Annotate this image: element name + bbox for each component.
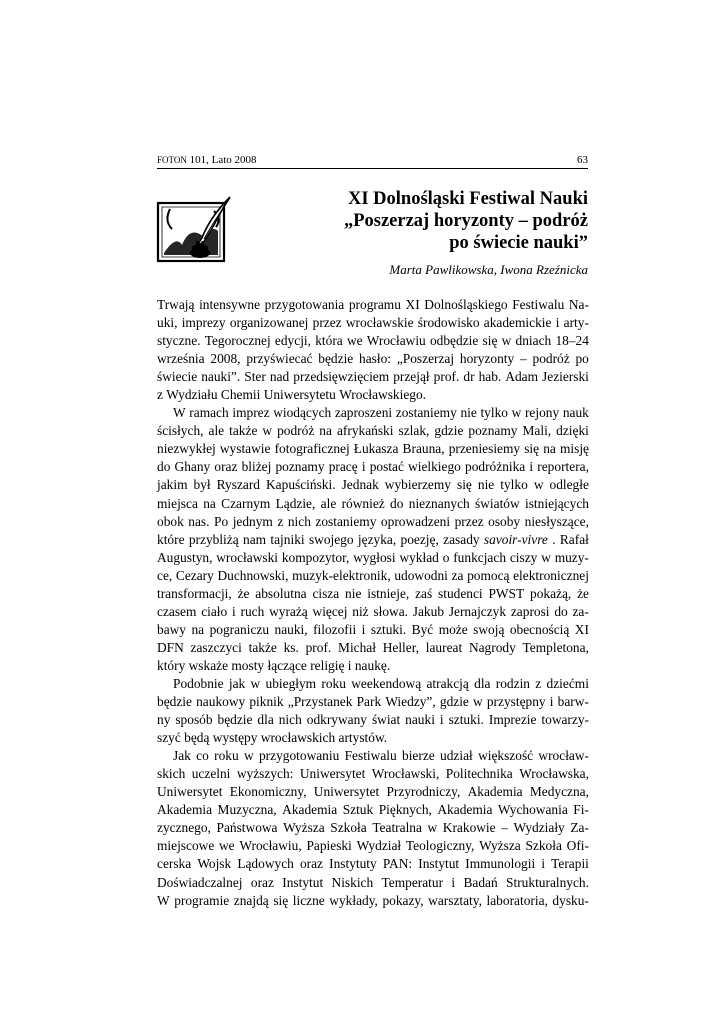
body-text-line: czasem ciało i ruch wyrażą więcej niż słowa. Jakub Jernajczyk zaprosi do za-	[157, 603, 589, 619]
body-text-line: który wskaże mosty łączące religię i naukę.	[157, 657, 391, 673]
body-text-line: bawy na pograniczu nauki, filozofii i sztuki. Być może swoją obecnością XI	[157, 621, 589, 637]
body-text-line: będzie naukowy piknik „Przystanek Park Wiedzy”, gdzie w przystępny i barw-	[157, 694, 589, 710]
body-text-line: Jak co roku w przygotowaniu Festiwalu bierze udział większość wrocław-	[173, 748, 589, 764]
body-text-line: transformacji, że absolutna cisza nie istnieje, zaś studenci PWST pokażą, że	[157, 585, 589, 601]
body-text-line: Trwają intensywne przygotowania programu XI Dolnośląskiego Festiwalu Na-	[157, 297, 589, 312]
body-text-line: uki, imprezy organizowanej przez wrocławskie środowisko akademickie i arty-	[157, 315, 589, 331]
body-text-line: które przybliżą nam tajniki swojego języka, poezję, zasady savoir-vivre . Rafał	[157, 531, 589, 547]
journal-name: FOTON	[157, 155, 187, 165]
body-text-line: skich uczelni wyższych: Uniwersytet Wrocławski, Politechnika Wrocławska,	[157, 766, 589, 782]
body-text-line: Uniwersytet Ekonomiczny, Uniwersytet Przyrodniczy, Akademia Medyczna,	[157, 784, 589, 800]
article-title-line: „Poszerzaj horyzonty – podróż	[343, 211, 588, 231]
article-authors: Marta Pawlikowska, Iwona Rzeźnicka	[389, 262, 588, 277]
body-text-line: Akademia Muzyczna, Akademia Sztuk Pięknych, Akademia Wychowania Fi-	[157, 802, 589, 818]
body-text-line: W programie znajdą się liczne wykłady, pokazy, warsztaty, laboratoria, dysku-	[157, 892, 589, 908]
issue-info: 101, Lato 2008	[186, 154, 257, 166]
body-text-line: jakim był Ryszard Kapuściński. Jednak wybierzemy się nie tylko w odległe	[157, 477, 589, 493]
body-text-line: W ramach imprez wiodących zaproszeni zostaniemy nie tylko w rejony nauk	[173, 405, 589, 421]
article-title-line: XI Dolnośląski Festiwal Nauki	[347, 189, 588, 209]
body-text-line: miejsca na Czarnym Lądzie, ale również do nieznanych światów istniejących	[157, 495, 589, 511]
body-text-line: cerska Wojsk Lądowych oraz Instytuty PAN: Instytut Immunologii i Terapii	[157, 856, 589, 872]
body-text-line: miejscowe we Wrocławiu, Papieski Wydział Teologiczny, Wyższa Szkoła Ofi-	[157, 838, 589, 854]
body-text-line: Augustyn, wrocławski kompozytor, wygłosi wykład o funkcjach ciszy w muzy-	[157, 549, 589, 565]
body-text-line: Podobnie jak w ubiegłym roku weekendową atrakcją dla rodzin z dziećmi	[173, 675, 589, 691]
body-text-line: niezwykłej wystawie fotograficznej Łukasza Brauna, przeniesiemy się na misję	[157, 441, 589, 457]
body-text-line: ny sposób będzie dla nich odkrywany świat nauki i sztuki. Imprezie towarzy-	[157, 712, 589, 728]
body-text-line: z Wydziału Chemii Uniwersytetu Wrocławskiego.	[157, 387, 427, 403]
body-text-line: ce, Cezary Duchnowski, muzyk-elektronik, udowodni za pomocą elektronicznej	[157, 567, 589, 583]
body-text-line: zycznego, Państwowa Wyższa Szkoła Teatralna w Krakowie – Wydziały Za-	[157, 820, 589, 836]
article-title-line: po świecie nauki”	[449, 233, 588, 253]
body-text-line: do Ghany oraz bliżej poznamy pracę i postać wielkiego podróżnika i reportera,	[157, 459, 589, 475]
body-text-line: ścisłych, ale także w podróż na afrykański szlak, gdzie poznamy Mali, dzięki	[157, 423, 589, 439]
quill-inkwell-icon	[156, 195, 234, 265]
body-text-line: świecie nauki”. Ster nad przedsięwzięciem przejął prof. dr hab. Adam Jezierski	[157, 369, 589, 385]
page-number: 63	[577, 154, 588, 166]
body-text-line: DFN zaszczyci także ks. prof. Michał Heller, laureat Nagrody Templetona,	[157, 639, 589, 655]
body-text-line: styczne. Tegorocznej edycji, która we Wrocławiu odbędzie się w dniach 18–24	[157, 333, 589, 349]
body-text-line: września 2008, przyświecać będzie hasło: „Poszerzaj horyzonty – podróż po	[157, 351, 589, 367]
running-header	[157, 150, 588, 169]
body-text-line: Doświadczalnej oraz Instytut Niskich Temperatur i Badań Strukturalnych.	[157, 874, 589, 890]
article-title-block	[300, 188, 588, 278]
journal-issue	[157, 154, 257, 166]
article-body	[157, 296, 589, 910]
body-text-line: obok nas. Po jednym z nich zostaniemy oprowadzeni przez osoby niesłyszące,	[157, 513, 589, 529]
body-text-line: szyć będą występy wrocławskich artystów.	[157, 730, 388, 746]
